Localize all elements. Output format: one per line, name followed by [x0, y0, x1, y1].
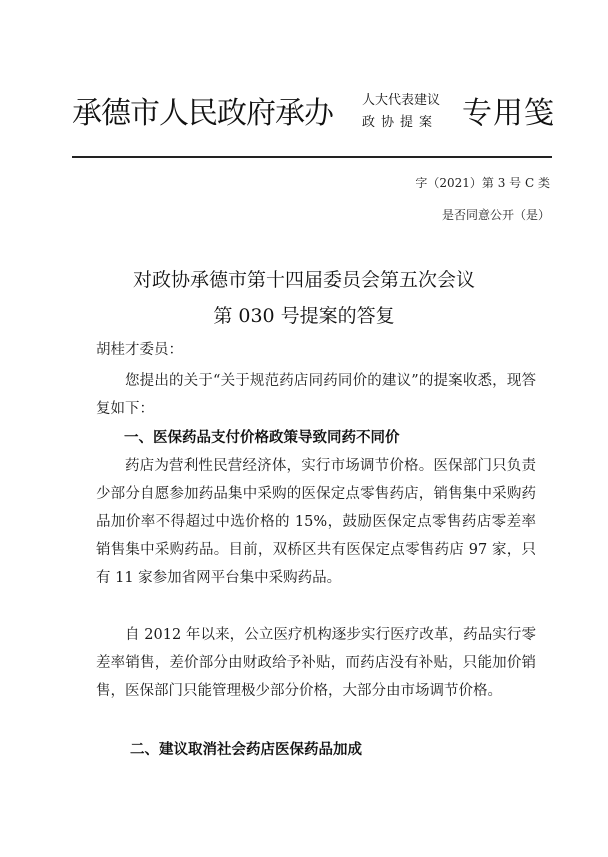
- intro-paragraph: 您提出的关于“关于规范药店同药同价的建议”的提案收悉，现答复如下：: [96, 373, 536, 417]
- paragraph-2: 自 2012 年以来，公立医疗机构逐步实行医疗改革，药品实行零差率销售，差价部分由财政给予补贴，而药店没有补贴，只能加价销售，医保部门只能管理极少部分价格，大部分由市场调节价格。: [96, 627, 536, 699]
- letterhead-divider: [72, 156, 552, 158]
- section-heading-1: 一、医保药品支付价格政策导致同药不同价: [124, 430, 400, 446]
- letterhead-category-line1: 人大代表建议: [362, 93, 441, 108]
- paragraph-1: 药店为营利性民营经济体，实行市场调节价格。医保部门只负责少部分自愿参加药品集中采购的医保定点零售药店，销售集中采购药品加价率不得超过中选价格的 15%，鼓励医保定点零售药店零差率销售集中采购药品。目前，双桥区共有医保定点零售药店 97 家，只有 11 家参加省网平台集中采购药品。: [96, 458, 536, 586]
- reference-number: 字（2021）第 3 号 C 类: [415, 176, 550, 190]
- section-heading-2: 二、建议取消社会药店医保药品加成: [130, 742, 362, 758]
- letterhead-suffix: 专用笺: [462, 96, 555, 131]
- letterhead-category-line2: 政协提案: [362, 115, 439, 130]
- document-title-line2: 第 030 号提案的答复: [213, 305, 395, 327]
- document-title-line1: 对政协承德市第十四届委员会第五次会议: [132, 269, 475, 291]
- public-disclosure: 是否同意公开（是）: [441, 208, 550, 222]
- letterhead-title: 承德市人民政府承办: [72, 96, 333, 131]
- salutation: 胡桂才委员：: [96, 342, 183, 358]
- letterhead-category: [362, 90, 440, 134]
